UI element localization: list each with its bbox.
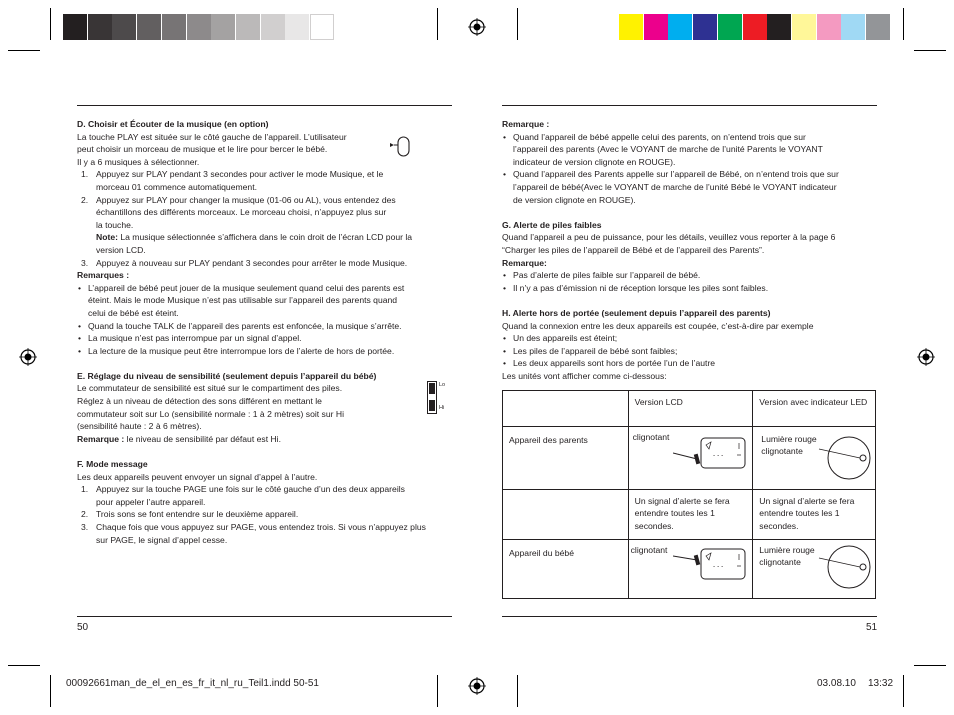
switch-lo-label: Lo [439,382,446,388]
switch-knob [429,400,435,411]
color-swatch [211,14,235,40]
list-item: 3. Chaque fois que vous appuyez sur PAGE, vous entendez trois. Si vous n’appuyez plus sur PAGE, le signal d’appel cesse. [81,522,426,545]
section-f-title: F. Mode message [77,459,148,470]
clignotant-label: clignotant [630,545,668,555]
section-h-title: H. Alerte hors de portée (seulement depuis l’appareil des parents) [502,307,771,318]
table-cell-signal: Un signal d’alerte se fera entendre toutes les 1 secondes. [628,490,753,540]
svg-text:- - -: - - - [712,452,723,459]
play-button-icon [388,134,412,160]
list-item: 2. Appuyez sur PLAY pour changer la musique (01-06 ou AL), vous entendez des échantillons des différents morceaux. Le morceau choisi, n’appuyez plus sur la touche. Note: La musique sélectionnée s’affichera dans le coin droit de l’écran LCD pour la version LCD. [81,194,413,255]
svg-text:- - -: - - - [712,563,723,570]
bullet-item: • Quand l’appareil des Parents appelle sur l’appareil de Bébé, on n’entend trois que sur l’appareil de bébé(Avec le VOYANT de marche de l’unité Bébé le VOYANT indicateur de version clignote en ROUGE). [503,169,839,205]
section-d-text: La touche PLAY est située sur le côté gauche de l’appareil. L’utilisateur [77,131,347,142]
clignotant-label: clignotant [632,432,670,442]
lcd-screen-icon [673,435,749,471]
color-swatch [112,14,136,40]
table-cell [628,427,753,490]
bullet-item: • Pas d’alerte de piles faible sur l’appareil de bébé. [503,270,701,281]
table-row [503,540,876,599]
color-swatch [285,14,309,40]
footer-filename: 00092661man_de_el_en_es_fr_it_nl_ru_Teil1.indd 50-51 [66,678,319,689]
section-g-title: G. Alerte de piles faibles [502,219,602,230]
section-e-title: E. Réglage du niveau de sensibilité (seulement depuis l’appareil du bébé) [77,370,377,381]
table-row [503,490,876,540]
color-swatch [310,14,334,40]
switch-hi-label: Hi [439,405,445,411]
sensitivity-switch-illustration [425,381,455,417]
lumiere-label: Lumière rouge clignotante [761,434,817,456]
table-cell [503,391,629,427]
color-swatch [743,14,767,40]
table-cell [753,427,876,490]
table-cell [628,540,753,599]
led-indicator-icon [797,431,873,487]
bullet-item: • Les deux appareils sont hors de portée l’un de l’autre [503,358,716,369]
registration-mark-icon [468,677,486,695]
section-d-text: Il y a 6 musiques à sélectionner. [77,156,200,167]
color-swatch [236,14,260,40]
section-d-text: peut choisir un morceau de musique et le lire pour bercer le bébé. [77,144,328,155]
bullet-item: • L’appareil de bébé peut jouer de la musique seulement quand celui des parents est éteint. Mais le mode Musique n’est pas utilisable sur l’appareil des parents quand celui de bébé est éteint. [78,282,405,318]
color-swatch [644,14,668,40]
page-number-right: 51 [866,622,878,633]
list-item: 1. Appuyez sur la touche PAGE une fois sur le côté gauche d’un des deux appareils pour appeler l’autre appareil. [81,484,405,507]
color-swatch [767,14,791,40]
color-swatch [841,14,865,40]
footer-time: 13:32 [868,678,894,689]
color-swatch [792,14,816,40]
color-swatch [187,14,211,40]
color-swatch [817,14,841,40]
footer-rule-right [502,616,877,617]
table-cell [753,540,876,599]
footer-date: 03.08.10 [817,678,856,689]
table-row-label: Appareil des parents [503,427,629,490]
remarks-title: Remarques : [77,270,130,281]
right-page: Remarque : • Quand l’appareil de bébé appelle celui des parents, on n’entend trois que sur l’appareil des parents (Avec le VOYANT de marche de l’unité Parents le VOYANT indicateur de version clignote en ROUGE). • Quand l’appareil des Parents appelle sur l’appareil de Bébé, on n’entend trois que sur l’appareil de bébé(Avec le VOYANT de marche de l’unité Bébé le VOYANT indicateur de version clignote en ROUGE). G. Alerte de piles faibles Quand l’appareil a peu de puissance, pour les détails, veuillez vous reporter à la page 6 “Charger les piles de l’appareil de Bébé et de l’appareil des Parents”. Remarque: • Pas d’alerte de piles faible sur l’appareil de bébé. • Il n’y a pas d’émission ni de réception lorsque les piles sont faibles. H. Alerte hors de portée (seulement depuis l’appareil des parents) Quand la connexion entre les deux appareils est coupée, c’est-à-dire par exemple • Un des appareils est éteint; • Les piles de l’appareil de bébé sont faibles; • Les deux appareils sont hors de portée l’un de l’autre Les unités vont afficher comme ci-dessous: [502,118,877,382]
bullet-item: • Quand l’appareil de bébé appelle celui des parents, on n’entend trois que sur l’appareil des parents (Avec le VOYANT de marche de l’unité Parents le VOYANT indicateur de version clignote en ROUGE). [503,131,823,167]
bullet-item: • Il n’y a pas d’émission ni de réception lorsque les piles sont faibles. [503,282,769,293]
table-row [503,391,876,427]
registration-mark-icon [468,18,486,36]
table-header-led: Version avec indicateur LED [753,391,876,427]
bullet-item: • Quand la touche TALK de l’appareil des parents est enfoncée, la musique s’arrête. [78,320,402,331]
list-item: 3. Appuyez à nouveau sur PLAY pendant 3 secondes pour arrêter le mode Musique. [81,257,408,268]
lcd-screen-icon [673,546,749,582]
remark-label: Remarque : [77,433,125,444]
table-cell-signal: Un signal d’alerte se fera entendre toutes les 1 secondes. [753,490,876,540]
switch-knob [429,383,435,394]
color-swatch [261,14,285,40]
color-swatch [718,14,742,40]
color-swatch [63,14,87,40]
page-number-left: 50 [77,622,89,633]
lumiere-label: Lumière rouge clignotante [759,545,815,567]
registration-mark-icon [917,348,935,366]
color-swatch [866,14,890,40]
header-rule-left [77,105,452,106]
bullet-item: • La musique n’est pas interrompue par un signal d’appel. [78,333,302,344]
section-d-title: D. Choisir et Écouter de la musique (en option) [77,119,269,129]
color-swatch [619,14,643,40]
list-item: 2. Trois sons se font entendre sur le deuxième appareil. [81,509,299,520]
remark-title: Remarque : [502,119,550,129]
table-row [503,427,876,490]
table-header-lcd: Version LCD [628,391,753,427]
note-label: Note: [96,232,118,243]
alert-display-table [502,390,876,599]
bullet-item: • La lecture de la musique peut être interrompue lors de l’alerte de hors de portée. [78,345,395,356]
footer-rule-left [77,616,452,617]
led-indicator-icon [797,540,873,596]
table-row-label: Appareil du bébé [503,540,629,599]
color-swatch [668,14,692,40]
bullet-item: • Un des appareils est éteint; [503,333,618,344]
header-rule-right [502,105,877,106]
remark-label: Remarque: [502,257,547,268]
list-item: 1. Appuyez sur PLAY pendant 3 secondes pour activer le mode Musique, et le morceau 01 commence automatiquement. [81,169,384,192]
color-swatch [693,14,717,40]
left-page: D. Choisir et Écouter de la musique (en option) La touche PLAY est située sur le côté gauche de l’appareil. L’utilisateur peut choisir un morceau de musique et le lire pour bercer le bébé. Il y a 6 musiques à sélectionner. 1. Appuyez sur PLAY pendant 3 secondes pour activer le mode Musique, et le morceau 01 commence automatiquement. 2. Appuyez sur PLAY pour changer la musique (01-06 ou AL), vous entendez des échantillons des différents morceaux. Le morceau choisi, n’appuyez plus sur la touche. Note: La musique sélectionnée s’affichera dans le coin droit de l’écran LCD pour la version LCD. 3. Appuyez à nouveau sur PLAY pendant 3 secondes pour arrêter le mode Musique. Remarques : • L’appareil de bébé peut jouer de la musique seulement quand celui des parents est éteint. Mais le mode Musique n’est pas utilisable sur l’appareil des parents quand celui de bébé est éteint. • Quand la touche TALK de l’appareil des parents est enfoncée, la musique s’arrête. • La musique n’est pas interrompue par un signal d’appel. • La lecture de la musique peut être interrompue lors de l’alerte de hors de portée. E. Réglage du niveau de sensibilité (seulement depuis l’appareil du bébé) Le commutateur de sensibilité est situé sur le compartiment des piles. Réglez à un niveau de détection des sons différent en mettant le commutateur soit sur Lo (sensibilité normale : 1 à 2 mètres) soit sur Hi (sensibilité haute : 2 à 6 mètres). Remarque : le niveau de sensibilité par défaut est Hi. F. Mode message Les deux appareils peuvent envoyer un signal d’appel à l’autre. 1. Appuyez sur la touche PAGE une fois sur le côté gauche d’un des deux appareils pour appeler l’autre appareil. 2. Trois sons se font entendre sur le deuxième appareil. 3. Chaque fois que vous appuyez sur PAGE, vous entendez trois. Si vous n’appuyez plus sur PAGE, le signal d’appel cesse. [77,118,452,546]
color-swatch [88,14,112,40]
registration-mark-icon [19,348,37,366]
table-cell [503,490,629,540]
bullet-item: • Les piles de l’appareil de bébé sont faibles; [503,345,678,356]
color-swatch [137,14,161,40]
color-swatch [162,14,186,40]
